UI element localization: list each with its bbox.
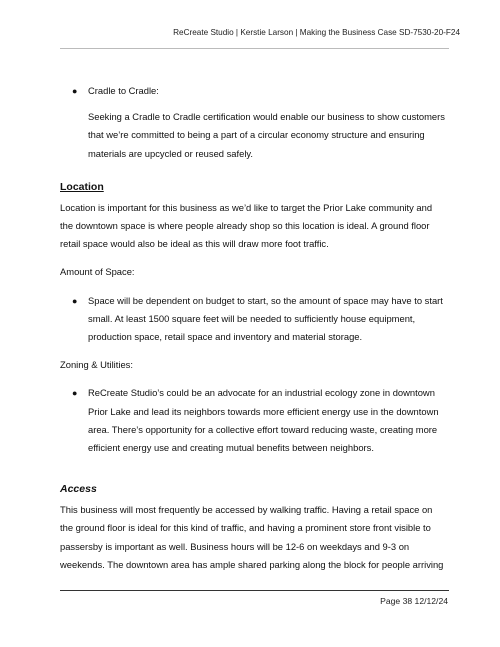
- bullet-dot: ●: [72, 295, 78, 306]
- bullet-cradle-title: Cradle to Cradle:: [88, 85, 159, 96]
- zoning-label: Zoning & Utilities:: [60, 359, 133, 371]
- page-content: [60, 80, 445, 574]
- footer-divider: [60, 590, 449, 591]
- access-heading: Access: [60, 483, 97, 496]
- cradle-body: Seeking a Cradle to Cradle certification would enable our business to show customers that we’re committed to being a part of a circular economy structure and ensuring materials are upcycled or reused safely.: [88, 111, 445, 159]
- bullet-space-text: Space will be dependent on budget to start, so the amount of space may have to start small. At least 1500 square feet will be needed to sufficiently house equipment, production space, retail space and inventory and material storage.: [88, 294, 443, 343]
- page-header: ReCreate Studio | Kerstie Larson | Making the Business Case SD-7530-20-F24: [173, 28, 460, 37]
- access-body: This business will most frequently be accessed by walking traffic. Having a retail space on the ground floor is ideal for this kind of traffic, and having a prominent store front visible to passersby is important as well. Business hours will be 12-6 on weekdays and 9-3 on weekends. The downtown area has ample shared parking along the block for people arriving: [60, 504, 444, 570]
- bullet-cradle: [60, 82, 445, 100]
- bullet-space: [60, 292, 445, 347]
- page-footer: Page 38 12/12/24: [380, 596, 448, 606]
- bullet-zoning-text: ReCreate Studio’s could be an advocate for an industrial ecology zone in downtown Prior Lake and lead its neighbors towards more efficient energy use in the downtown area. There’s opportunity for a collective effort toward reducing waste, creating more efficient energy use and creating mutual benefits between neighbors.: [88, 387, 439, 454]
- space-label: Amount of Space:: [60, 266, 135, 278]
- bullet-dot: ●: [72, 388, 78, 399]
- location-heading: Location: [60, 180, 104, 193]
- header-divider: [60, 48, 449, 49]
- bullet-zoning: [60, 384, 445, 457]
- bullet-dot: ●: [72, 86, 78, 96]
- location-intro: Location is important for this business as we’d like to target the Prior Lake community and the downtown space is where people already shop so this location is ideal. A ground floor retail space would also be ideal as this will draw more foot traffic.: [60, 201, 433, 250]
